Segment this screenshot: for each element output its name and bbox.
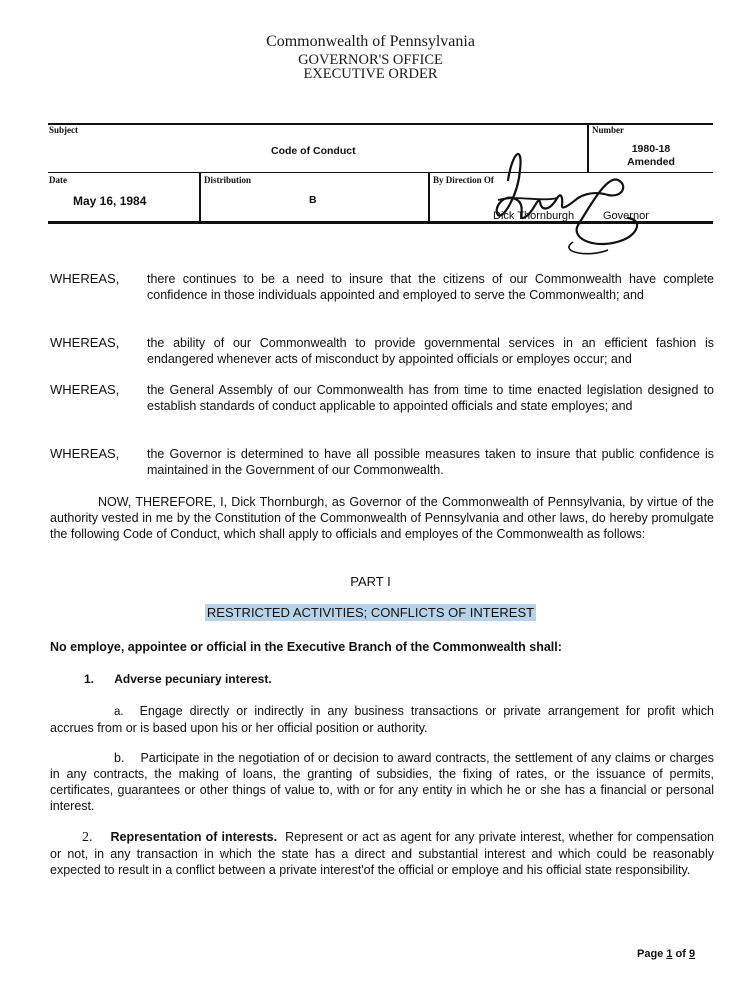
whereas-text-1: there continues to be a need to insure that the citizens of our Commonwealth have complete confidence in those individuals appointed and employed to serve the Commonwealth; and (147, 272, 714, 302)
section-1-title: Adverse pecuniary interest. (114, 672, 272, 686)
clause-1a-letter: a. (114, 706, 124, 718)
page-total: 9 (689, 948, 696, 960)
page-word: Page (637, 948, 664, 960)
clause-1b-text: Participate in the negotiation of or decision to award contracts, the settlement of any claims or charges in any contracts, the making of loans, the granting of subsidies, the fixing of rates, or the issuance of permits, certificates, guarantees or other things of value to, with or for any entity in which he or she has a financial or personal interest. (50, 751, 714, 813)
whereas-text-3: the General Assembly of our Commonwealth has from time to time enacted legislation designed to establish standards of conduct applicable to appointed officials and state employes; and (147, 383, 714, 413)
number-amended: Amended (627, 156, 675, 168)
page-current: 1 (666, 948, 673, 960)
label-date: Date (49, 175, 67, 185)
box-divider-distribution (428, 172, 430, 222)
section-2 (50, 829, 714, 878)
signer-name: Dick Thornburgh (493, 210, 575, 222)
label-distribution: Distribution (204, 175, 252, 185)
page-number (637, 948, 695, 960)
section-1-number: 1. (84, 672, 95, 686)
page-of: of (675, 948, 686, 960)
clause-1a-text: Engage directly or indirectly in any business transactions or private arrangement for profit which accrues from or is based upon his or her official position or authority. (50, 704, 714, 735)
whereas-label-1: WHEREAS, (50, 271, 120, 286)
part-heading: PART I (350, 574, 391, 589)
clause-1a (50, 703, 714, 736)
header-office: GOVERNOR'S OFFICE (298, 52, 443, 68)
label-number: Number (592, 125, 624, 135)
header-order: EXECUTIVE ORDER (303, 66, 438, 82)
whereas-label-3: WHEREAS, (50, 382, 120, 397)
box-divider-date (199, 172, 201, 222)
clause-1b-letter: b. (114, 751, 125, 765)
clause-1b (50, 750, 714, 814)
section-1-heading (84, 671, 272, 687)
whereas-label-2: WHEREAS, (50, 335, 120, 350)
header-commonwealth: Commonwealth of Pennsylvania (266, 33, 475, 50)
signer-title: Governor (603, 210, 649, 222)
now-therefore-paragraph: NOW, THEREFORE, I, Dick Thornburgh, as Governor of the Commonwealth of Pennsylvania, by virtue of the authority vested in me by the Constitution of the Commonwealth of Pennsylvania and other laws, do hereby promulgate the following Code of Conduct, which shall apply to officials and employes of the Commonwealth as follows: (50, 495, 714, 541)
part-title-wrap (0, 605, 741, 620)
whereas-text-2: the ability of our Commonwealth to provide governmental services in an efficient fashion is endangered whenever acts of misconduct by appointed officials or employes occur; and (147, 336, 714, 366)
label-subject: Subject (49, 125, 78, 135)
governor-signature (478, 140, 648, 265)
date-value: May 16, 1984 (73, 194, 147, 208)
intro-statement: No employe, appointee or official in the Executive Branch of the Commonwealth shall: (50, 640, 562, 654)
distribution-value: B (309, 194, 317, 206)
number-line: 1980-18 (631, 143, 671, 155)
section-2-text: Represent or act as agent for any private interest, whether for compensation or not, in any transaction in which the state has a direct and substantial interest and which could be reasonably expected to result in a conflict between a private interest'of the official or employe and his official state responsibility. (50, 830, 714, 877)
part-title: RESTRICTED ACTIVITIES; CONFLICTS OF INTEREST (206, 605, 535, 620)
whereas-text-4: the Governor is determined to have all possible measures taken to insure that public confidence is maintained in the Government of our Commonwealth. (147, 447, 714, 477)
whereas-label-4: WHEREAS, (50, 446, 120, 461)
section-2-title: Representation of interests. (110, 830, 278, 844)
label-by-direction: By Direction Of (433, 175, 494, 185)
section-2-number: 2. (82, 830, 93, 845)
subject-value: Code of Conduct (271, 145, 356, 157)
